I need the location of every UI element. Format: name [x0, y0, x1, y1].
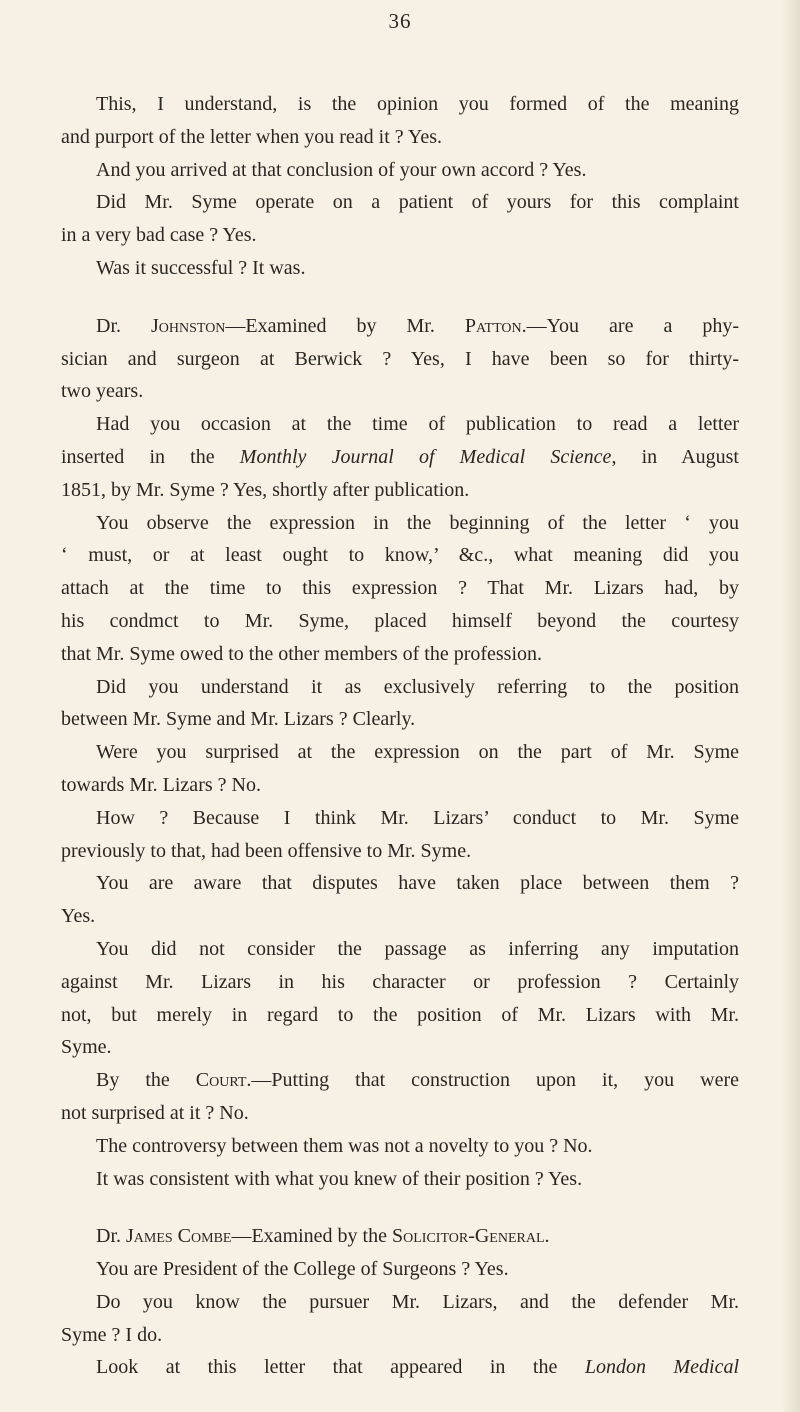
text-line: Did Mr. Syme operate on a patient of yours for this complaint — [96, 191, 739, 214]
paragraph — [61, 736, 739, 802]
text-line: This, I understand, is the opinion you formed of the meaning — [96, 93, 739, 115]
text-line: two years. — [61, 380, 144, 403]
text-line: You are aware that disputes have taken place between them ? — [96, 872, 739, 895]
text-line: between Mr. Syme and Mr. Lizars ? Clearly. — [61, 708, 416, 731]
text-line: 1851, by Mr. Syme ? Yes, shortly after publication. — [61, 478, 470, 501]
page-body — [61, 88, 739, 1384]
paragraph — [61, 507, 739, 671]
text-line: And you arrived at that conclusion of your own accord ? Yes. — [96, 158, 587, 181]
paragraph — [61, 1286, 739, 1352]
text-line: that Mr. Syme owed to the other members of the profession. — [61, 642, 543, 665]
text-line: Did you understand it as exclusively referring to the position — [96, 675, 739, 698]
text-line: Dr. Johnston—Examined by Mr. Patton.—You are a phy- — [96, 314, 739, 337]
text-line: sician and surgeon at Berwick ? Yes, I have been so for thirty- — [61, 347, 739, 370]
paragraph — [61, 154, 739, 187]
paragraph — [61, 1351, 739, 1384]
text-line: inserted in the Monthly Journal of Medical Science, in August — [61, 445, 739, 468]
page-number: 36 — [388, 9, 412, 33]
text-line: towards Mr. Lizars ? No. — [61, 773, 261, 796]
text-line: his condmct to Mr. Syme, placed himself beyond the courtesy — [61, 609, 739, 632]
paragraph — [61, 1130, 739, 1163]
section-gap — [61, 1195, 739, 1220]
text-line: It was consistent with what you knew of their position ? Yes. — [96, 1167, 583, 1190]
paragraph — [61, 867, 739, 933]
paragraph — [61, 408, 739, 506]
text-line: The controversy between them was not a novelty to you ? No. — [96, 1134, 593, 1157]
paragraph — [61, 802, 739, 868]
text-line: How ? Because I think Mr. Lizars’ conduct to Mr. Syme — [96, 806, 739, 829]
text-line: You observe the expression in the beginning of the letter ‘ you — [96, 511, 739, 534]
paragraph — [61, 933, 739, 1064]
text-line: Yes. — [61, 905, 96, 928]
text-line: Look at this letter that appeared in the London Medical — [96, 1356, 740, 1379]
text-line: Syme ? I do. — [61, 1323, 163, 1346]
text-line: You are President of the College of Surgeons ? Yes. — [96, 1258, 509, 1281]
text-line: not, but merely in regard to the position of Mr. Lizars with Mr. — [61, 1003, 739, 1026]
paragraph — [61, 252, 739, 285]
paragraph — [61, 1220, 739, 1253]
paragraph — [61, 1064, 739, 1130]
text-line: Do you know the pursuer Mr. Lizars, and the defender Mr. — [96, 1290, 739, 1313]
text-line: You did not consider the passage as inferring any imputation — [96, 937, 739, 960]
paragraph — [61, 88, 739, 154]
text-line: previously to that, had been offensive to Mr. Syme. — [61, 839, 472, 862]
text-line: and purport of the letter when you read it ? Yes. — [61, 125, 443, 148]
text-line: By the Court.—Putting that construction upon it, you were — [96, 1069, 739, 1092]
paragraph — [61, 186, 739, 252]
page-edge-shadow — [782, 0, 800, 1412]
text-line: Syme. — [61, 1036, 112, 1059]
text-line: attach at the time to this expression ? That Mr. Lizars had, by — [61, 577, 739, 600]
text-line: in a very bad case ? Yes. — [61, 224, 257, 247]
text-line: Was it successful ? It was. — [96, 256, 306, 279]
text-line: Were you surprised at the expression on the part of Mr. Syme — [96, 741, 739, 764]
text-line: against Mr. Lizars in his character or profession ? Certainly — [61, 970, 739, 993]
text-line: not surprised at it ? No. — [61, 1101, 249, 1124]
paragraph — [61, 310, 739, 408]
paragraph — [61, 1253, 739, 1286]
text-line: Dr. James Combe—Examined by the Solicitor-General. — [96, 1225, 550, 1248]
paragraph — [61, 1163, 739, 1196]
section-gap — [61, 285, 739, 310]
paragraph — [61, 671, 739, 737]
text-line: ‘ must, or at least ought to know,’ &c., what meaning did you — [61, 544, 739, 567]
text-line: Had you occasion at the time of publication to read a letter — [96, 413, 739, 436]
